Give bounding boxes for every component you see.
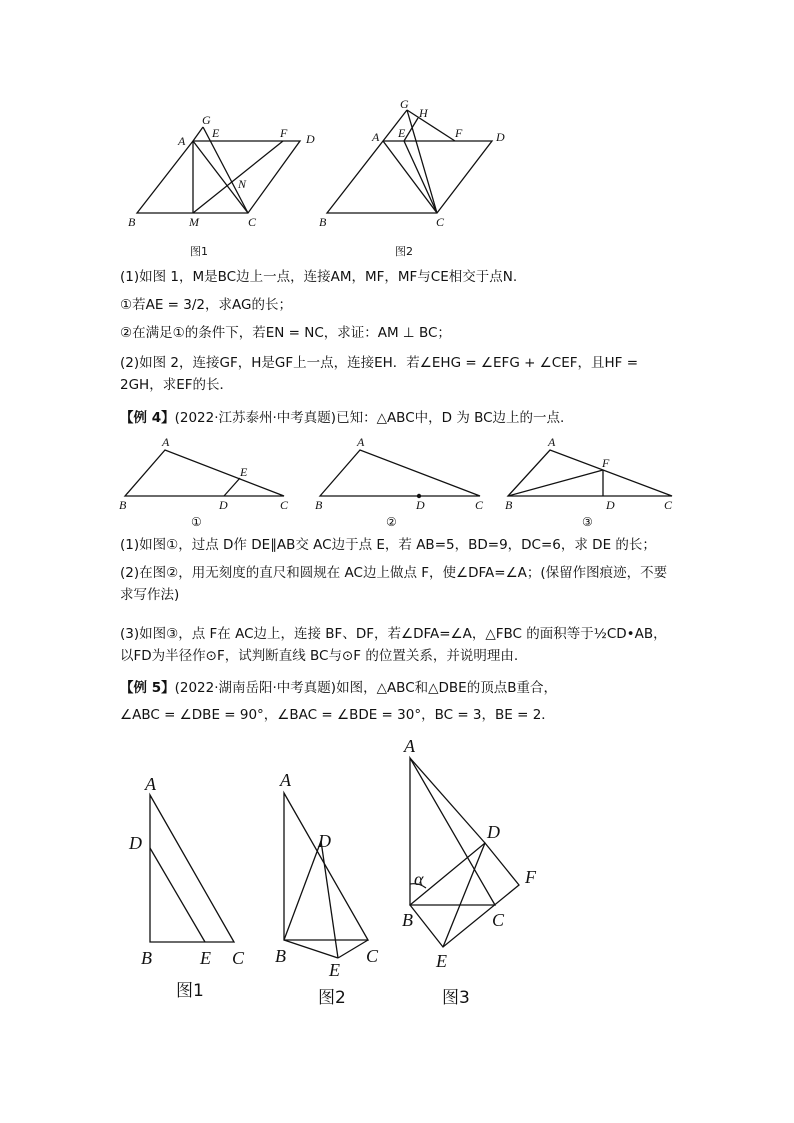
example-4-question-2: (2)在图②，用无刻度的直尺和圆规在 AC边上做点 F，使∠DFA=∠A；(保留作图痕迹，不要求写作法) (120, 565, 668, 603)
label-e: E (212, 126, 220, 140)
label-a: A (357, 435, 365, 449)
label-c: C (492, 910, 505, 930)
label-f: F (525, 867, 536, 887)
figure-caption: 图1 (176, 981, 204, 1001)
label-c: C (248, 215, 257, 229)
example-4-intro: (2022·江苏泰州·中考真题)已知：△ABC中，D 为 BC边上的一点. (174, 410, 565, 426)
label-e: E (240, 465, 248, 479)
label-n: N (238, 177, 247, 191)
label-b: B (402, 910, 413, 930)
segment-de (150, 848, 205, 942)
figure-2-parallelogram (315, 95, 515, 263)
label-g: G (202, 113, 211, 127)
figure-caption: ③ (582, 515, 593, 529)
label-a: A (548, 435, 556, 449)
label-b: B (315, 498, 323, 512)
triangle-abc-2 (320, 450, 480, 496)
example-5-tag: 【例 5】 (120, 680, 175, 696)
label-b: B (275, 946, 286, 966)
label-b: B (505, 498, 513, 512)
label-f: F (280, 126, 288, 140)
label-m: M (189, 215, 199, 229)
segment-ga (193, 127, 203, 141)
label-a: A (372, 130, 380, 144)
label-a: A (404, 736, 415, 756)
label-a: A (178, 134, 186, 148)
label-a: A (145, 774, 156, 794)
segment-be (284, 940, 338, 958)
problem-part-2: (2)如图 2，连接GF，H是GF上一点，连接EH．若∠EHG = ∠EFG + ∠CEF，且HF = 2GH，求EF的长． (120, 355, 639, 393)
example-4-tag: 【例 4】 (120, 410, 175, 426)
triangle-abc-2 (284, 793, 368, 940)
example-4-heading (120, 407, 680, 429)
parallelogram-abcd (137, 141, 300, 213)
segment-ec (338, 940, 368, 958)
figure-caption: 图3 (442, 988, 470, 1008)
label-c: C (664, 498, 673, 512)
label-d: D (129, 833, 142, 853)
figure-caption: ① (191, 515, 202, 529)
label-h: H (419, 106, 428, 120)
example-4-figures (115, 430, 685, 530)
label-c: C (232, 948, 245, 968)
example-5-intro: (2022·湖南岳阳·中考真题)如图，△ABC和△DBE的顶点B重合， (174, 680, 557, 696)
label-d: D (606, 498, 615, 512)
segment-ac (383, 141, 437, 213)
problem-part-1: (1)如图 1，M是BC边上一点，连接AM，MF，MF与CE相交于点N. (120, 269, 518, 285)
label-f: F (602, 456, 610, 470)
label-c: C (436, 215, 445, 229)
label-e: E (436, 951, 447, 971)
label-c: C (366, 946, 379, 966)
label-a: A (280, 770, 291, 790)
segment-ad (410, 758, 485, 843)
label-e: E (329, 960, 340, 980)
segment-de (224, 478, 240, 496)
label-b: B (319, 215, 327, 229)
segment-bf (508, 470, 603, 496)
label-c: C (475, 498, 484, 512)
label-d: D (306, 132, 315, 146)
label-e: E (200, 948, 211, 968)
label-b: B (128, 215, 136, 229)
example-5-figures (125, 732, 555, 1017)
figure-caption: ② (386, 515, 397, 529)
example-4-question-1: (1)如图①，过点 D作 DE∥AB交 AC边于点 E，若 AB=5，BD=9，DC=6，求 DE 的长； (120, 537, 656, 553)
label-e: E (398, 126, 406, 140)
label-d: D (487, 822, 500, 842)
triangle-abc-1 (125, 450, 284, 496)
label-f: F (455, 126, 463, 140)
problem-sub-2: ②在满足①的条件下，若EN = NC，求证：AM ⊥ BC； (120, 325, 451, 341)
label-b: B (119, 498, 127, 512)
problem-sub-1: ①若AE = 3/2，求AG的长； (120, 297, 292, 313)
example-5-conditions: ∠ABC = ∠DBE = 90°，∠BAC = ∠BDE = 30°，BC = 3，BE = 2． (120, 707, 555, 723)
label-d: D (219, 498, 228, 512)
label-d: D (318, 831, 331, 851)
figure-caption: 图2 (318, 988, 346, 1008)
label-c: C (280, 498, 289, 512)
label-d: D (416, 498, 425, 512)
segment-gc (407, 110, 437, 213)
segment-ec (404, 141, 437, 213)
segment-bd (284, 841, 321, 940)
label-d: D (496, 130, 505, 144)
figure-caption: 图2 (395, 245, 413, 258)
segment-de (443, 843, 485, 947)
example-5-heading (120, 677, 680, 699)
label-alpha: α (414, 869, 424, 889)
label-b: B (141, 948, 152, 968)
figure-1-parallelogram (120, 108, 330, 263)
label-a: A (162, 435, 170, 449)
example-4-question-3: (3)如图③，点 F在 AC边上，连接 BF、DF，若∠DFA=∠A，△FBC 的面积等于½CD•AB，以FD为半径作⊙F，试判断直线 BC与⊙F 的位置关系，并说明理由. (120, 626, 667, 664)
figure-caption: 图1 (190, 245, 208, 258)
label-g: G (400, 97, 409, 111)
